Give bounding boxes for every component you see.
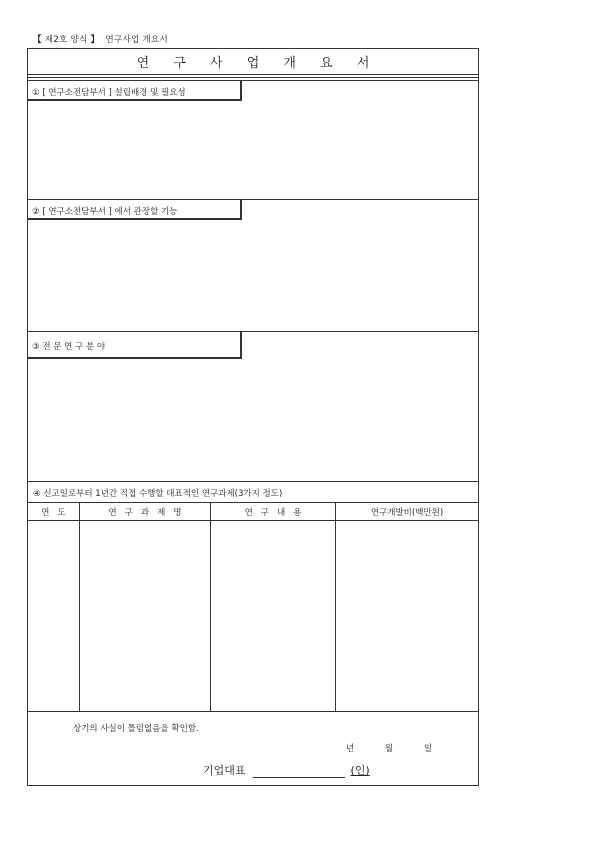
title-char: 요: [320, 56, 333, 71]
document-title-row: [28, 49, 478, 75]
seal-label: (인): [350, 764, 370, 777]
confirmation-block: [28, 711, 478, 786]
header-char: 연: [244, 507, 253, 518]
day-label: 일: [423, 744, 433, 754]
title-double-rule: [28, 77, 478, 78]
title-char: 업: [246, 56, 260, 71]
research-projects-table: [28, 502, 478, 712]
representative-row: [203, 762, 370, 778]
column-header-rnd-cost: [336, 502, 478, 521]
section-functions[interactable]: [28, 199, 478, 331]
header-char: 구: [124, 507, 133, 518]
column-header-research-content: [211, 502, 335, 521]
column-header-year: [28, 502, 79, 521]
section-label: ③ 전 문 연 구 분 야: [28, 332, 242, 359]
section-background-necessity[interactable]: [28, 80, 478, 199]
year-label: 년: [346, 744, 355, 754]
header-char: 제: [157, 507, 166, 518]
representative-name-field[interactable]: [253, 765, 345, 778]
header-char: 도: [57, 507, 66, 518]
section-label: ② [ 연구소전담부서 ] 에서 관장할 기능: [28, 200, 242, 220]
header-char: 구: [260, 507, 269, 518]
title-char: 연: [136, 56, 150, 71]
header-char: 연: [41, 507, 50, 518]
column-rnd-cost[interactable]: [336, 502, 478, 712]
document-name: 연구사업 개요서: [105, 35, 169, 45]
month-label: 월: [384, 744, 394, 754]
title-char: 개: [283, 56, 296, 71]
header-char: 내: [277, 507, 286, 518]
header-char: 용: [293, 507, 302, 518]
title-char: 서: [356, 56, 370, 71]
representative-label: 기업대표: [203, 764, 246, 777]
header-char: 과: [140, 507, 150, 518]
column-year[interactable]: [28, 502, 80, 712]
title-char: 구: [173, 56, 186, 71]
header-char: 명: [173, 507, 182, 518]
header-char: 연: [108, 507, 117, 518]
section-research-projects: [28, 481, 478, 711]
form-number: 제2호 양식: [44, 35, 88, 45]
form-header: [33, 33, 168, 45]
column-header-project-title: [80, 502, 210, 521]
section-label: ① [ 연구소전담부서 ] 설립배경 및 필요성: [28, 81, 242, 101]
section-research-fields[interactable]: [28, 331, 478, 481]
header-text: 연구개발비(백만원): [370, 507, 444, 518]
form-header-open-bracket: 【: [33, 35, 42, 45]
document-title: [127, 52, 380, 71]
confirmation-statement: 상기의 사실이 틀림없음을 확인함.: [73, 724, 199, 734]
section-label: ④ 신고일로부터 1년간 직접 수행할 대표적인 연구과제(3가지 정도): [33, 489, 283, 499]
form-header-close-bracket: 】: [90, 35, 100, 45]
form-frame: [27, 48, 479, 786]
column-project-title[interactable]: [80, 502, 211, 712]
column-research-content[interactable]: [211, 502, 336, 712]
date-row[interactable]: [346, 742, 460, 754]
title-char: 사: [210, 56, 223, 71]
